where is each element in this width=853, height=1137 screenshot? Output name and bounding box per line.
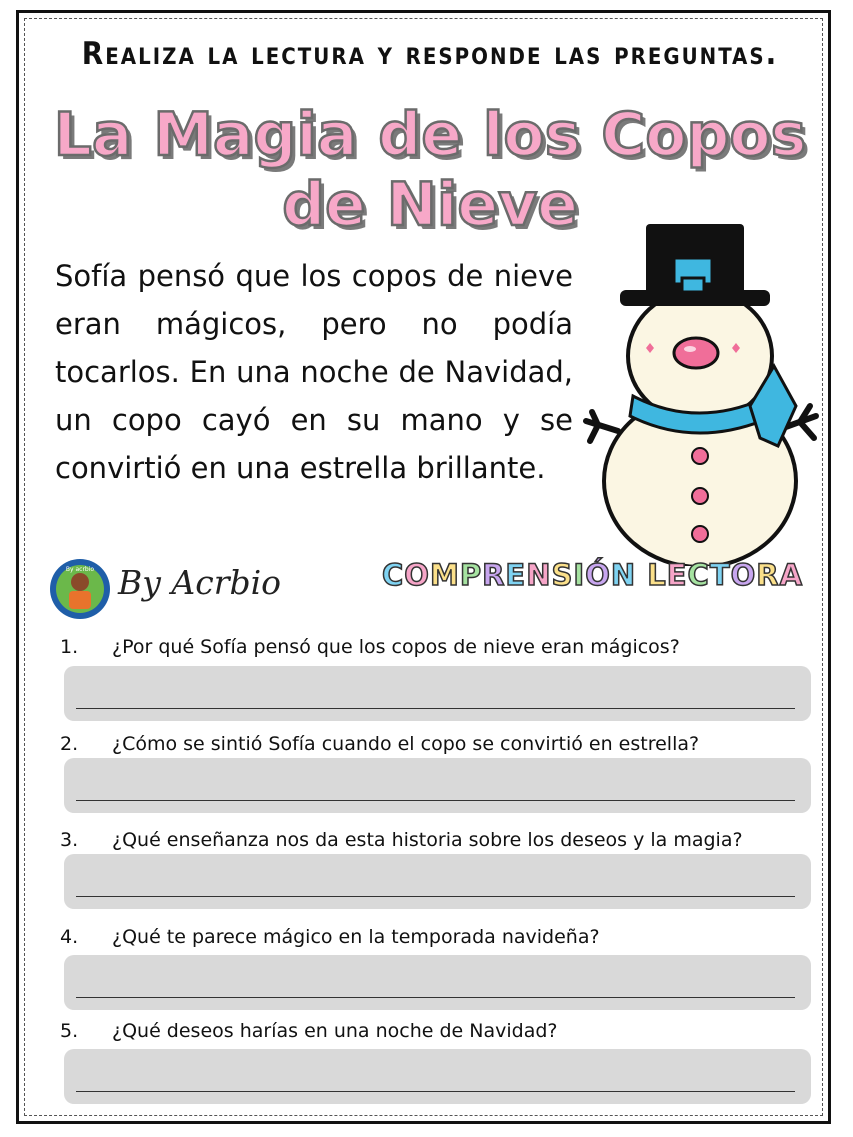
title-line-1: La Magia de los Copos [53,100,807,170]
banner-letter: P [459,558,483,592]
banner-letter: C [687,558,710,592]
banner-letter: Ó [585,558,611,592]
svg-text:By acrbio: By acrbio [65,566,95,573]
banner-letter: N [526,558,552,592]
title-line-2: de Nieve [282,170,578,240]
banner-letter: I [573,558,586,592]
question-text: ¿Qué enseñanza nos da esta historia sobre los deseos y la magia? [112,829,743,851]
question-number: 2. [60,733,79,755]
question-text: ¿Por qué Sofía pensó que los copos de nieve eran mágicos? [112,636,680,658]
banner-letter: T [709,558,731,592]
answer-field-1[interactable] [64,666,811,721]
banner-letter: E [505,558,527,592]
banner-letter: L [647,558,667,592]
question-text: ¿Qué te parece mágico en la temporada navideña? [112,926,600,948]
banner-letter: N [610,558,637,592]
banner-letter: S [551,558,574,592]
question-number: 1. [60,636,79,658]
author-logo-icon [47,558,113,620]
answer-field-4[interactable] [64,955,811,1010]
answer-field-5[interactable] [64,1049,811,1104]
question-number: 4. [60,926,79,948]
question-text: ¿Cómo se sintió Sofía cuando el copo se convirtió en estrella? [112,733,700,755]
story-paragraph: Sofía pensó que los copos de nieve eran mágicos, pero no podía tocarlos. En una noche de Navidad, un copo cayó en su mano y se convirtió en una estrella brillante. [55,259,573,485]
snowman-illustration [578,216,823,566]
banner-letter: R [756,558,780,592]
answer-field-2[interactable] [64,758,811,813]
question-number: 3. [60,829,79,851]
question-text: ¿Qué deseos harías en una noche de Navidad? [112,1020,558,1042]
snowman-nose [674,338,718,368]
banner-letter: C [382,558,405,592]
banner-letter [636,558,647,592]
comprension-lectora-banner [382,558,822,592]
question-number: 5. [60,1020,79,1042]
answer-field-3[interactable] [64,854,811,909]
banner-letter: O [730,558,757,592]
instruction-heading: Realiza la lectura y responde las preguntas. [81,36,779,72]
snowman-left-arm-icon [586,412,618,441]
banner-letter: E [666,558,688,592]
banner-letter: R [482,558,506,592]
banner-letter: A [779,558,804,592]
author-byline: By Acrbio [118,563,282,602]
banner-letter: O [404,558,430,592]
banner-letter: M [429,558,460,592]
